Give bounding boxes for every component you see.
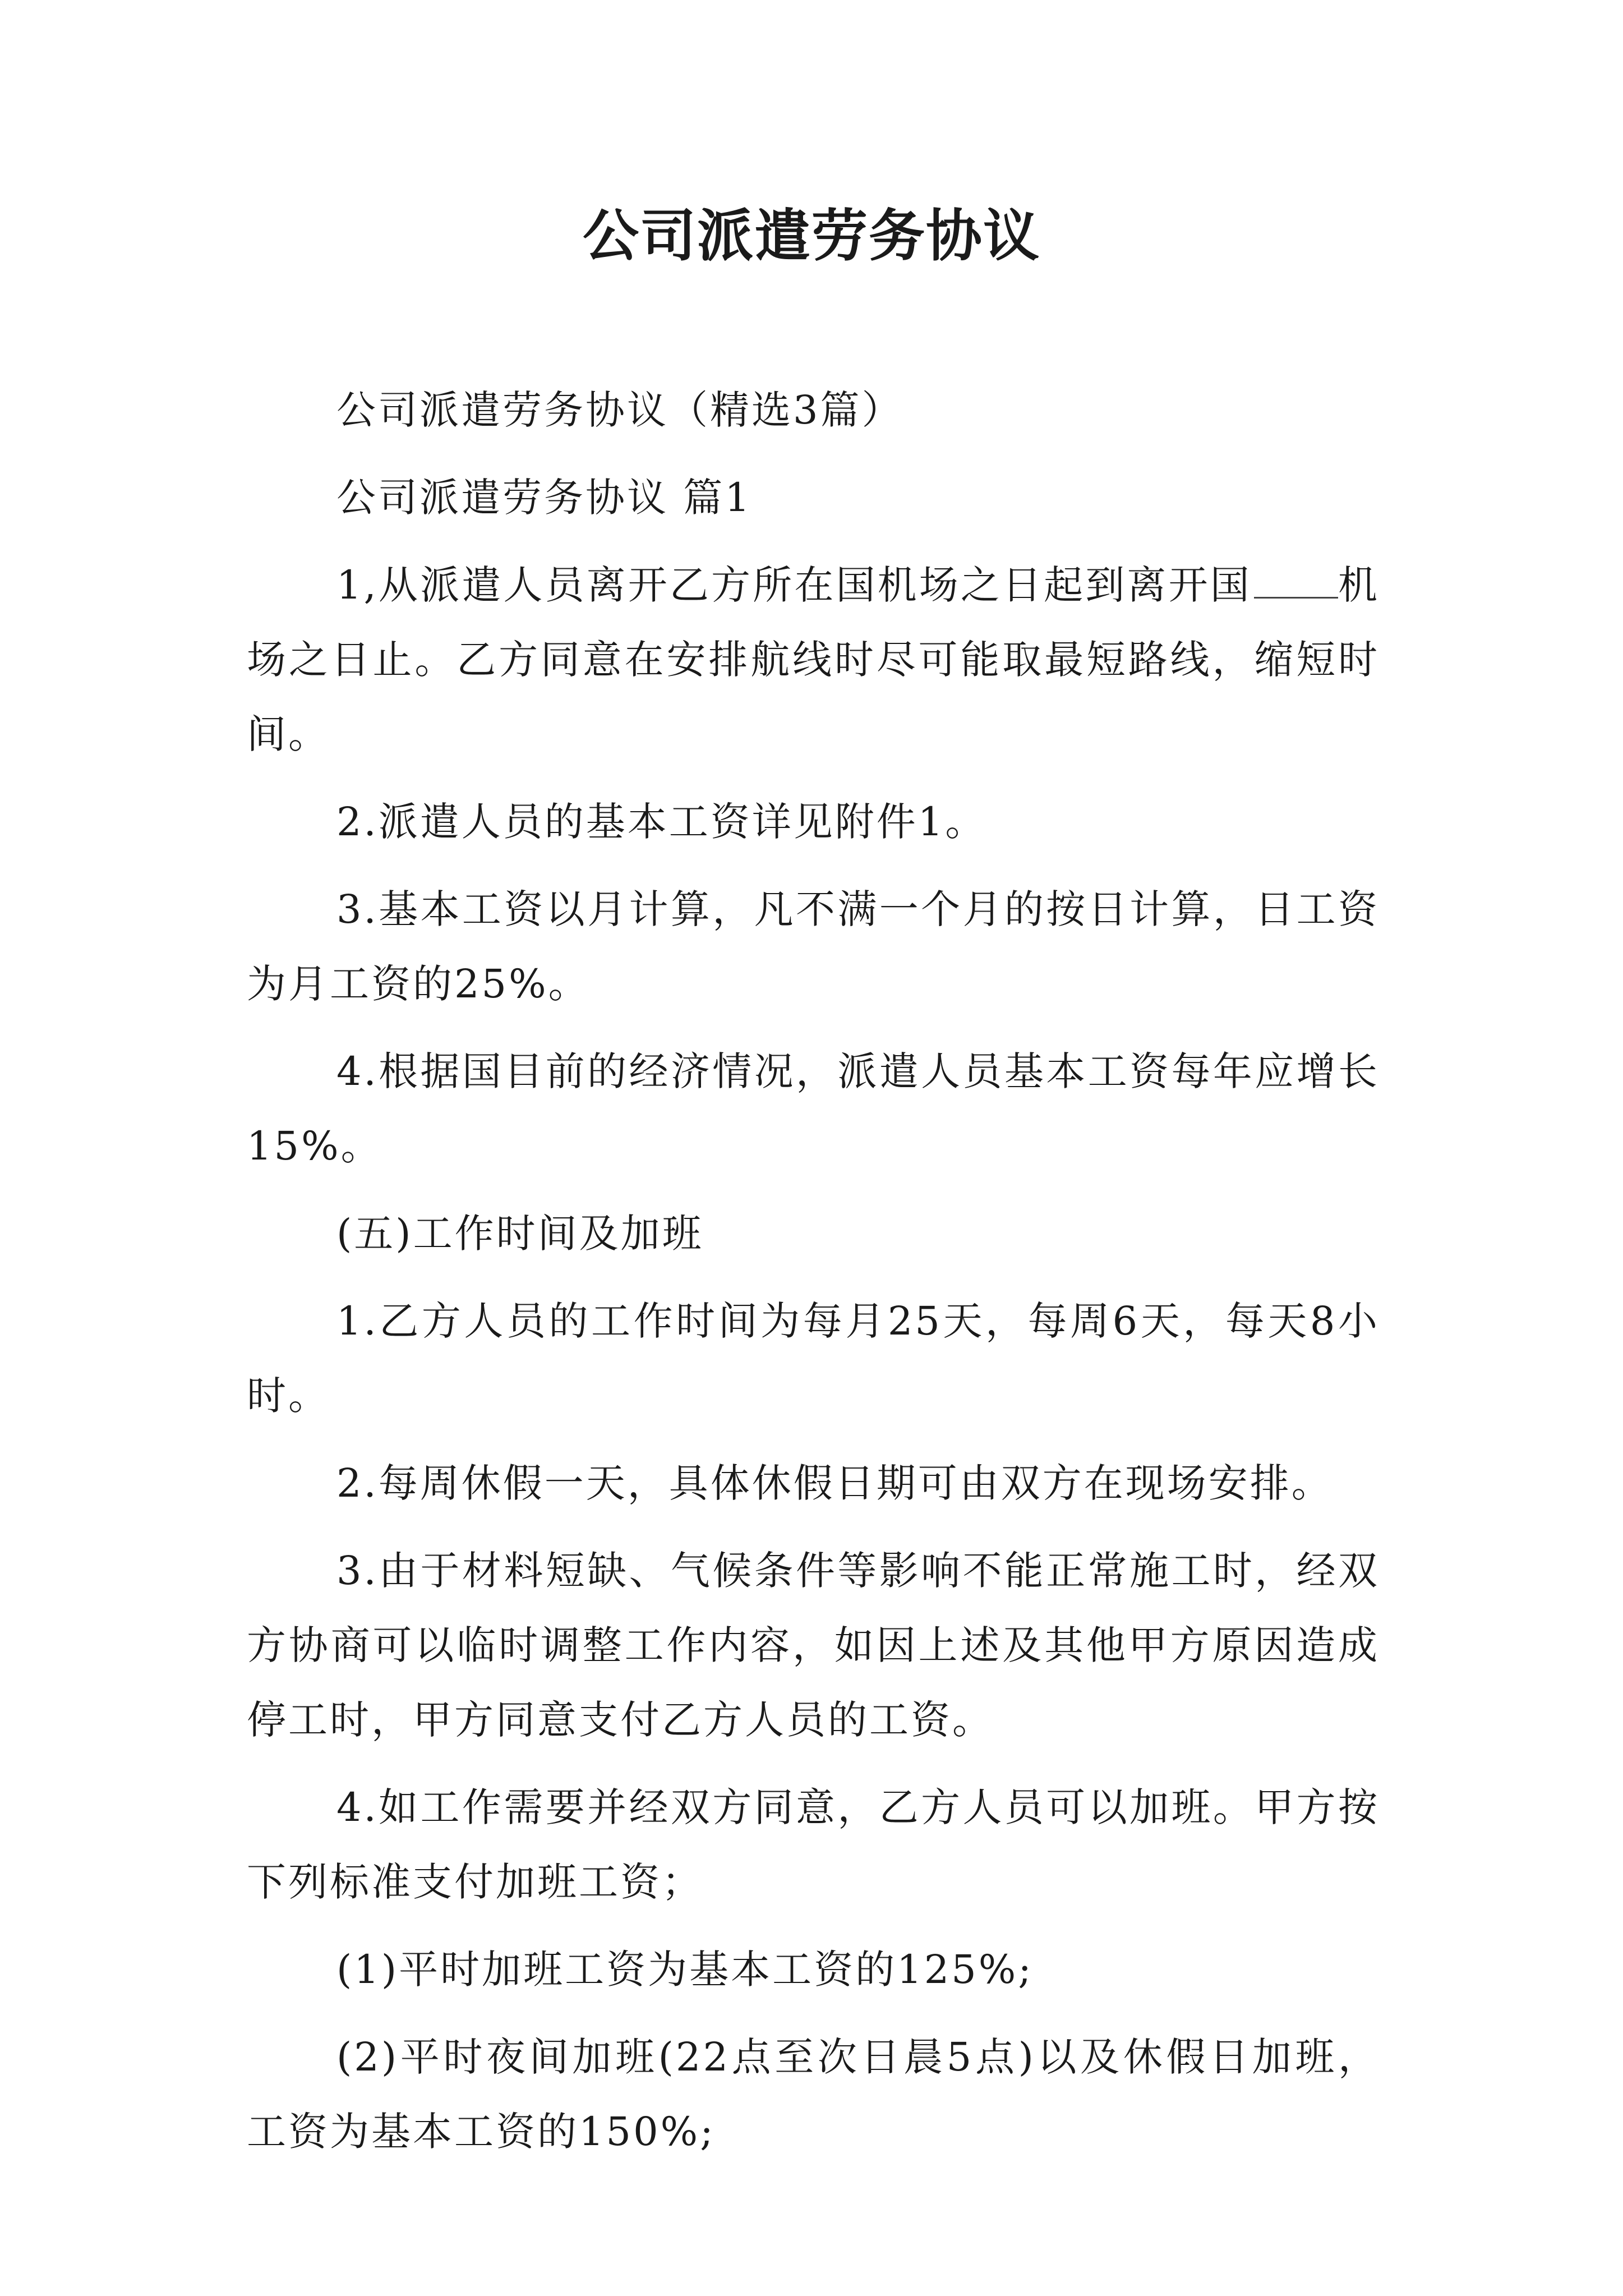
document-body — [247, 373, 1380, 2182]
paragraph-item-2: 2.派遣人员的基本工资详见附件1。 — [336, 799, 987, 845]
paragraph-overtime-rate-2: (2)平时夜间加班(22点至次日晨5点)以及休假日加班，工资为基本工资的150%; — [247, 2034, 1380, 2155]
paragraph-section-5-heading: (五)工作时间及加班 — [336, 1211, 704, 1257]
fill-in-blank — [1254, 558, 1338, 599]
paragraph-item-4: 4.根据国目前的经济情况，派遣人员基本工资每年应增长15%。 — [247, 1048, 1380, 1169]
document-title: 公司派遣劳务协议 — [583, 203, 1040, 269]
item-1-text-after-blank: 机场之日止。乙方同意在安排航线时尽可能取最短路线，缩短时间。 — [247, 562, 1380, 757]
paragraph-overtime: 4.如工作需要并经双方同意，乙方人员可以加班。甲方按下列标准支付加班工资； — [247, 1784, 1380, 1905]
paragraph-work-stoppage: 3.由于材料短缺、气候条件等影响不能正常施工时，经双方协商可以临时调整工作内容，如因上述及其他甲方原因造成停工时，甲方同意支付乙方人员的工资。 — [247, 1548, 1380, 1743]
paragraph-item-1 — [247, 548, 1380, 772]
paragraph-item-3: 3.基本工资以月计算，凡不满一个月的按日计算，日工资为月工资的25%。 — [247, 886, 1380, 1007]
paragraph-section-heading: 公司派遣劳务协议 篇1 — [336, 475, 752, 521]
paragraph-overtime-rate-1: (1)平时加班工资为基本工资的125%; — [336, 1947, 1034, 1993]
paragraph-work-hours: 1.乙方人员的工作时间为每月25天，每周6天，每天8小时。 — [247, 1298, 1380, 1419]
paragraph-subtitle: 公司派遣劳务协议（精选3篇） — [336, 387, 903, 433]
paragraph-weekly-rest: 2.每周休假一天，具体休假日期可由双方在现场安排。 — [336, 1460, 1333, 1506]
item-1-text-before-blank: 1,从派遣人员离开乙方所在国机场之日起到离开国 — [336, 562, 1252, 608]
